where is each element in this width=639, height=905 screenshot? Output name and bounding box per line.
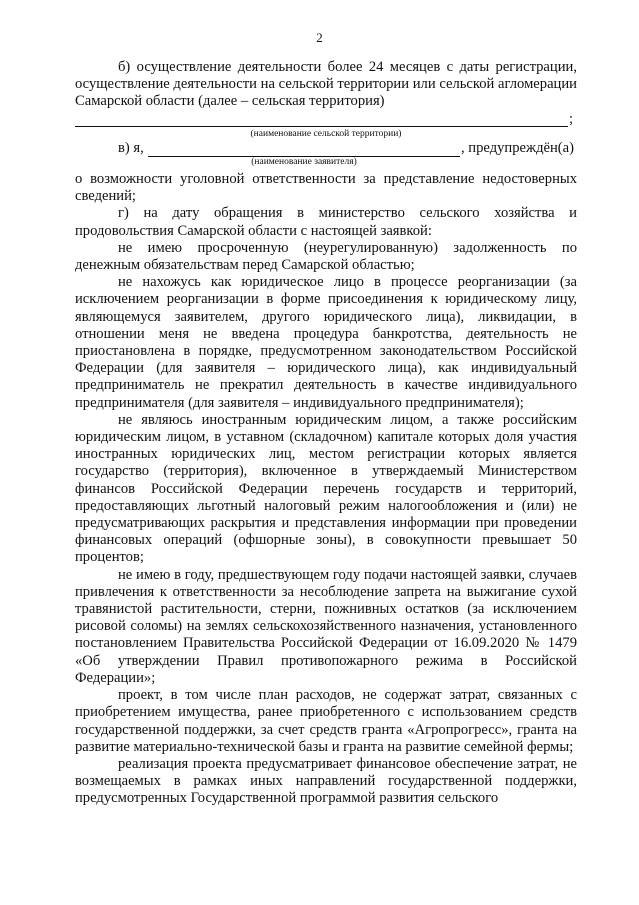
item-v-prefix: в) я, <box>118 140 144 156</box>
item-b-text <box>75 59 577 111</box>
paragraph-project-expenses: проект, в том числе план расходов, не содержат затрат, связанных с приобретением имущества, ранее приобретенного с использованием средств государственной поддержки, за счет средств гранта «Агропрогресс», гранта на развитие материально-технической базы и гранта на развитие семейной фермы; <box>75 687 577 755</box>
paragraph-g: г) на дату обращения в министерство сельского хозяйства и продовольствия Самарской области с настоящей заявкой: <box>75 205 577 239</box>
main-body <box>75 171 577 808</box>
paragraph-no-burning-violations: не имею в году, предшествующем году подачи настоящей заявки, случаев привлечения к ответственности за несоблюдение запрета на выжигание сухой травянистой растительности, стерни, пожнивных остатков (за исключением рисовой соломы) на землях сельскохозяйственного назначения, установленного постановлением Правительства Российской Федерации от 16.09.2020 № 1479 «Об утверждении Правил противопожарного режима в Российской Федерации»; <box>75 566 577 686</box>
applicant-name-caption: (наименование заявителя) <box>251 157 357 167</box>
item-v-suffix: , предупреждён(а) <box>461 140 574 156</box>
rural-territory-fill-line[interactable] <box>75 126 568 127</box>
paragraph-not-foreign: не являюсь иностранным юридическим лицом, а также российским юридическим лицом, в уставном (складочном) капитале которых доля участия иностранных юридических лиц, местом регистрации которых является государство (территория), включенное в утверждаемый Министерством финансов Российской Федерации перечень государств и территорий, предоставляющих льготный налоговый режим налогообложения и (или) не предусматривающих раскрытия и представления информации при проведении финансовых операций (офшорные зоны), в совокупности превышает 50 процентов; <box>75 411 577 566</box>
paragraph-project-financing: реализация проекта предусматривает финансовое обеспечение затрат, не возмещаемых в рамках иных направлений государственной поддержки, предусмотренных Государственной программой развития сельского <box>75 755 577 807</box>
page-number: 2 <box>316 30 323 45</box>
paragraph-no-reorganization: не нахожусь как юридическое лицо в процессе реорганизации (за исключением реорганизации в форме присоединения к юридическому лицу, являющемуся заявителем, другого юридического лица), ликвидации, в отношении меня не введена процедура банкротства, деятельность не приостановлена в порядке, предусмотренном законодательством Российской Федерации (для заявителя – юридического лица), как индивидуальный предприниматель не прекратил деятельность в качестве индивидуального предпринимателя (для заявителя – индивидуального предпринимателя); <box>75 274 577 411</box>
item-v-continuation: о возможности уголовной ответственности за представление недостоверных сведений; <box>75 171 577 205</box>
paragraph-no-debt: не имею просроченную (неурегулированную) задолженность по денежным обязательствам перед Самарской областью; <box>75 239 577 274</box>
item-b-paragraph: б) осуществление деятельности более 24 месяцев с даты регистрации, осуществление деятельности на сельской территории или сельской агломерации Самарской области (далее – сельская территория) <box>75 59 577 110</box>
item-b-line-end: ; <box>569 111 574 127</box>
rural-territory-caption: (наименование сельской территории) <box>250 129 402 139</box>
